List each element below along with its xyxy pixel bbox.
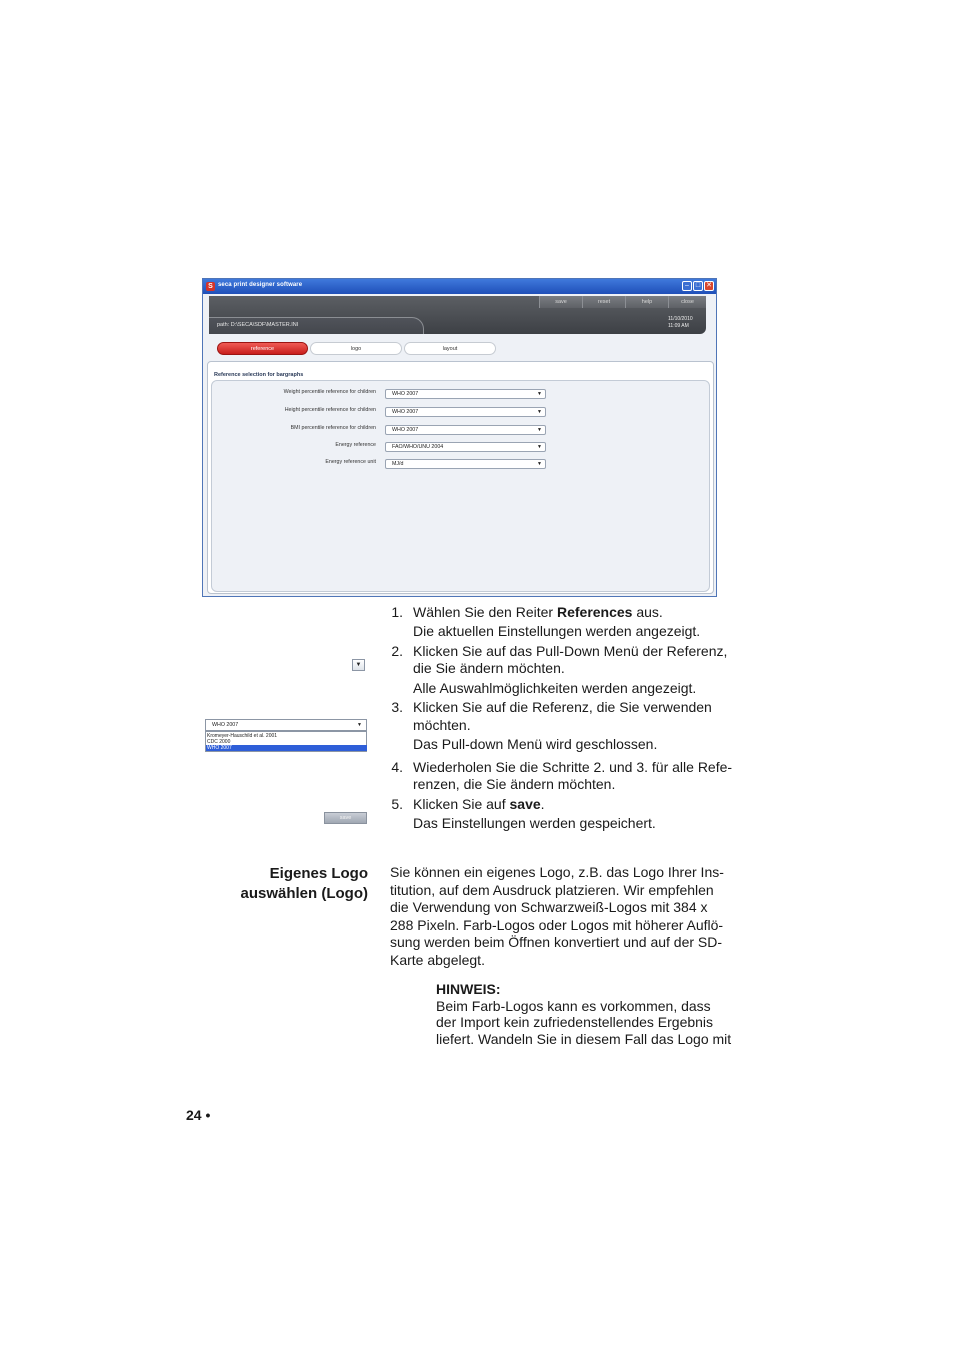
page-number: 24 • [186,1107,211,1123]
paragraph-line: die Verwendung von Schwarzweiß-Logos mit 384 x [390,899,708,915]
paragraph-line: 288 Pixeln. Farb-Logos oder Logos mit höherer Auflö- [390,916,724,933]
row-label: Energy reference [335,442,376,448]
chevron-down-icon: ▼ [537,444,542,450]
section-title: Reference selection for bargraphs [214,372,304,378]
save-toolbar-button[interactable]: save [539,296,582,308]
app-window-screenshot [202,278,717,597]
tab-reference[interactable]: reference [217,342,308,355]
text: Wählen Sie den Reiter [413,604,557,620]
note-line: der Import kein zufriedenstellendes Ergebnis [436,1014,714,1030]
minimize-icon[interactable]: – [682,281,692,291]
row-label: Weight percentile reference for children [283,389,376,395]
reset-toolbar-button[interactable]: reset [582,296,625,308]
close-icon[interactable]: ✕ [704,281,714,291]
step-number: 3. [391,699,403,715]
dropdown-selected[interactable] [205,719,367,731]
logo-paragraph [390,864,724,969]
bold-term: save [509,796,541,812]
row-label: BMI percentile reference for children [290,425,376,431]
window-title: seca print designer software [218,282,303,288]
selected-value: WHO 2007 [212,722,239,728]
weight-reference-select[interactable] [385,389,546,399]
save-button[interactable]: save [324,812,367,824]
title-bar [203,279,716,294]
seca-app-icon: S [206,282,215,291]
bmi-reference-select[interactable] [385,425,546,435]
chevron-down-icon: ▼ [537,391,542,397]
energy-unit-select[interactable] [385,459,546,469]
file-path: path: D:\SECA\SDF\MASTER.INI [217,322,299,328]
paragraph-line: Karte abgelegt. [390,951,485,968]
date-readout: 11/10/2010 [668,316,693,322]
paragraph-line: titution, auf dem Ausdruck platzieren. Wir empfehlen [390,881,714,898]
note-line: liefert. Wandeln Sie in diesem Fall das Logo mit [436,1030,732,1047]
chevron-down-icon: ▼ [537,409,542,415]
step-2-line1: Klicken Sie auf das Pull-Down Menü der Referenz, [413,643,728,659]
step-3-line1: Klicken Sie auf die Referenz, die Sie verwenden [413,699,712,715]
text: . [540,796,545,812]
row-label: Height percentile reference for children [284,407,376,413]
text: Klicken Sie auf [413,796,510,812]
select-value: FAO/WHO/UNU 2004 [392,444,444,450]
help-toolbar-button[interactable]: help [625,296,668,308]
step-5-text [413,796,545,814]
reference-form [211,380,710,592]
dropdown-option-selected[interactable]: WHO 2007 [206,745,367,751]
dropdown-option[interactable]: CDC 2000 [207,739,231,745]
dropdown-open-example [205,719,367,752]
note-line: Beim Farb-Logos kann es vorkommen, dass [436,997,711,1014]
step-1-text [413,604,663,622]
chevron-down-icon: ▼ [537,427,542,433]
paragraph-line: sung werden beim Öffnen konvertiert und auf der SD- [390,934,723,950]
chevron-down-icon: ▼ [537,461,542,467]
step-number: 1. [391,604,403,620]
height-reference-select[interactable] [385,407,546,417]
close-toolbar-button[interactable]: close [668,296,706,308]
dropdown-option[interactable]: Kromeyer-Hauschild et al. 2001 [207,733,278,739]
top-toolbar [209,296,706,334]
step-number: 5. [391,796,403,812]
maximize-icon[interactable]: □ [693,281,703,291]
time-readout: 11:09 AM [668,323,689,329]
step-1-result: Die aktuellen Einstellungen werden angezeigt. [413,623,701,639]
text: aus. [632,604,663,620]
step-2-line2: die Sie ändern möchten. [413,660,565,676]
select-value: MJ/d [392,461,404,467]
step-5-result: Das Einstellungen werden gespeichert. [413,815,656,831]
dropdown-list [205,731,367,752]
chevron-down-icon: ▼ [357,722,362,728]
section-heading [200,864,368,903]
dropdown-arrow-icon: ▼ [352,659,365,671]
heading-line: Eigenes Logo [269,865,368,882]
reference-panel [207,361,714,594]
tab-logo[interactable]: logo [310,342,402,355]
note-title: HINWEIS: [436,981,501,997]
energy-reference-select[interactable] [385,442,546,452]
step-4-line1: Wiederholen Sie die Schritte 2. und 3. für alle Refe- [413,759,733,775]
step-3-line2: möchten. [413,717,471,733]
heading-line: auswählen (Logo) [240,884,368,902]
tab-layout[interactable]: layout [404,342,496,355]
step-4-line2: renzen, die Sie ändern möchten. [413,776,616,792]
paragraph-line: Sie können ein eigenes Logo, z.B. das Logo Ihrer Ins- [390,864,724,880]
step-number: 4. [391,759,403,775]
select-value: WHO 2007 [392,427,419,433]
select-value: WHO 2007 [392,391,419,397]
row-label: Energy reference unit [325,459,376,465]
select-value: WHO 2007 [392,409,419,415]
step-number: 2. [391,643,403,659]
note-box [436,981,731,1047]
step-3-result: Das Pull-down Menü wird geschlossen. [413,736,658,752]
bold-term: References [556,604,633,620]
step-2-result: Alle Auswahlmöglichkeiten werden angezeigt. [413,680,697,696]
